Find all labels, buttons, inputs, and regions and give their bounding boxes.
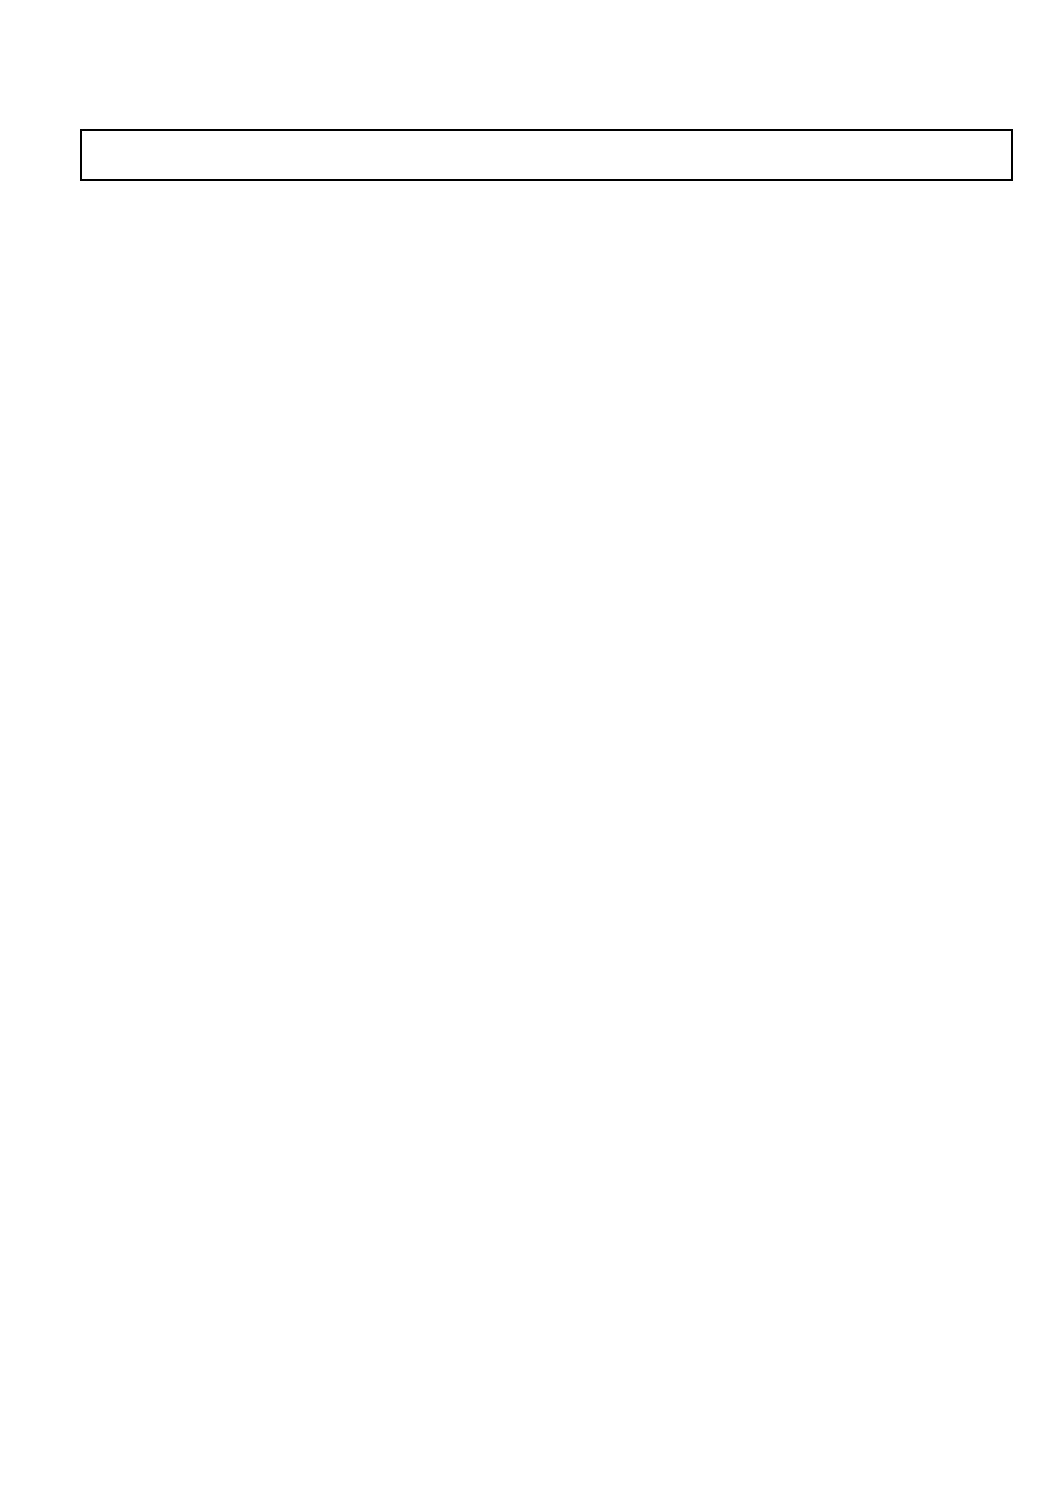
header-row-top <box>81 130 1012 155</box>
table-header <box>81 130 1012 180</box>
ranking-table <box>80 129 1013 181</box>
header-row-bottom <box>81 155 1012 180</box>
